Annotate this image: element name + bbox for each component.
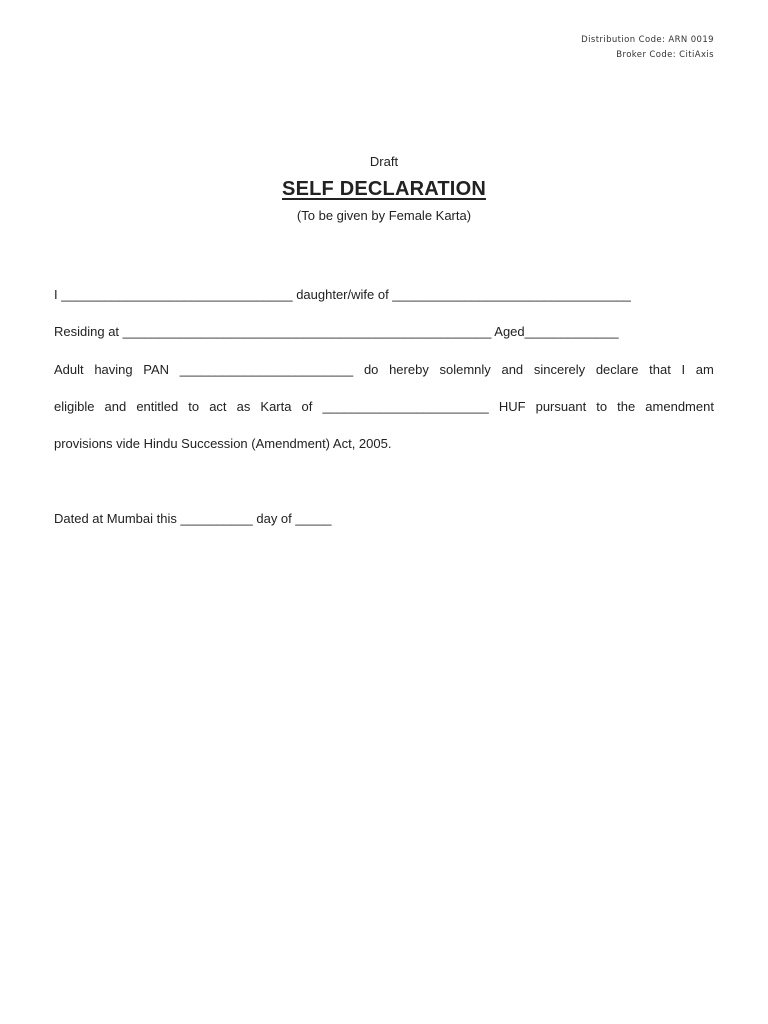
word: entitled (136, 399, 179, 414)
word: and (501, 362, 524, 377)
subtitle: (To be given by Female Karta) (296, 208, 472, 223)
word: Karta (260, 399, 292, 414)
word: act (209, 399, 227, 414)
word: Adult (54, 362, 84, 377)
title-block (0, 178, 768, 201)
header-codes (581, 33, 714, 63)
page-title: SELF DECLARATION (282, 178, 486, 200)
word: do (363, 362, 379, 377)
dated-line: Dated at Mumbai this __________ day of _____ (54, 511, 332, 526)
word: eligible (54, 399, 95, 414)
broker-code: Broker Code: CitiAxis (616, 50, 714, 60)
word: amendment (645, 399, 714, 414)
word: HUF (498, 399, 526, 414)
word: and (104, 399, 127, 414)
pan-blank: ________________________ (179, 362, 354, 377)
word: as (236, 399, 251, 414)
word: sincerely (533, 362, 586, 377)
declaration-line-act: provisions vide Hindu Succession (Amendment) Act, 2005. (54, 436, 392, 451)
word: declare (595, 362, 639, 377)
distribution-code: Distribution Code: ARN 0019 (581, 35, 714, 45)
word: am (695, 362, 714, 377)
declaration-line-name: I ________________________________ daughter/wife of _________________________________ (54, 287, 631, 302)
word: that (649, 362, 671, 377)
word: of (301, 399, 313, 414)
word: to (596, 399, 608, 414)
declaration-line-residence: Residing at ___________________________________________________ Aged_____________ (54, 324, 619, 339)
word: to (188, 399, 200, 414)
word: I (681, 362, 686, 377)
word: the (617, 399, 636, 414)
word: having (94, 362, 133, 377)
declaration-line-karta (54, 399, 714, 415)
huf-blank: _______________________ (322, 399, 489, 414)
word: solemnly (439, 362, 491, 377)
declaration-line-pan (54, 362, 714, 378)
word: PAN (143, 362, 170, 377)
word: pursuant (535, 399, 587, 414)
draft-label: Draft (369, 154, 399, 169)
word: hereby (389, 362, 429, 377)
